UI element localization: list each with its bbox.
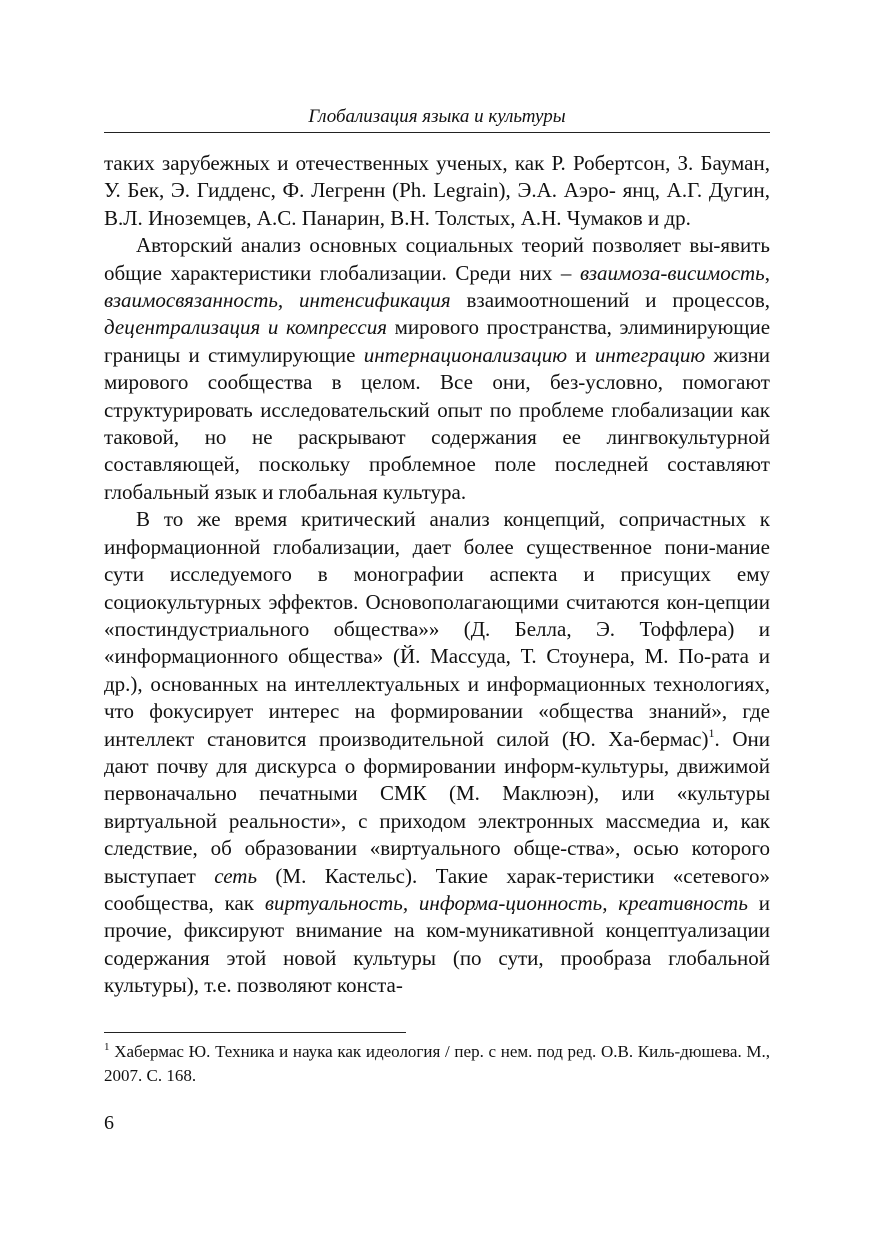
paragraph-globalization-characteristics (104, 232, 770, 506)
p2-emphasis-2: взаимосвязанность, интенсификация (104, 288, 451, 313)
p3-emphasis-2: виртуальность, информа-ционность, креативность (264, 890, 748, 915)
main-text (104, 150, 770, 1000)
footnote-marker: 1 (104, 1041, 110, 1053)
paragraph-continuation (104, 150, 770, 232)
p3-emphasis-1: сеть (214, 863, 258, 888)
p2-text-5: и (567, 342, 595, 367)
p2-text-6: жизни мирового сообщества в целом. Все они, без-условно, помогают структурировать исследовательский опыт по проблеме глобализации как таковой, но не раскрывают содержания ее лингвокультурной составляющей, поскольку проблемное поле последней составляют глобальный язык и глобальная культура. (104, 342, 770, 504)
p1-line1: таких зарубежных и отечественных ученых, как Р. Робертсон, (104, 151, 671, 175)
p1-line2: З. Бауман, У. Бек, Э. Гидденс, Ф. Легренн (Ph. Legrain), Э.А. Аэро- (104, 151, 770, 203)
page-number: 6 (104, 1112, 114, 1134)
p3-text-4: и прочие, фиксируют внимание на ком-муникативной концептуализации содержания этой новой культуры (по сути, прообраза глобальной культуры), т.е. позволяют конста- (104, 890, 770, 998)
footnote-text: Хабермас Ю. Техника и наука как идеология / пер. с нем. под ред. О.В. Киль-дюшева. М., 2007. С. 168. (104, 1042, 770, 1085)
p2-text-4: мирового пространства, элиминирующие границы и стимулирующие (104, 315, 771, 367)
p2-text-2: , (764, 260, 770, 285)
header-rule (104, 132, 770, 133)
p2-emphasis-5: интеграцию (594, 342, 706, 367)
footnote-reference[interactable]: 1 (708, 725, 715, 740)
p2-text-1: Авторский анализ основных социальных теорий позволяет вы-явить общие характеристики глобализации. Среди них – (104, 233, 770, 285)
paragraph-information-globalization (104, 506, 770, 999)
p2-text-3: взаимоотношений и процессов, (450, 288, 770, 313)
p3-text-2: . Они дают почву для дискурса о формировании информ-культуры, движимой первоначально печатными СМК (М. Маклюэн), или «культуры виртуальной реальности», с приходом электронных массмедиа и, как следствие, об образовании «виртуального обще-ства», осью которого выступает (104, 726, 770, 888)
p2-emphasis-3: децентрализация и компрессия (104, 315, 388, 340)
running-title: Глобализация языка и культуры (308, 106, 566, 127)
p3-text-3: (М. Кастельс). Такие харак-теристики «сетевого» сообщества, как (104, 863, 770, 915)
p1-line3: янц, А.Г. Дугин, В.Л. Иноземцев, А.С. Панарин, В.Н. Толстых, (104, 178, 770, 230)
footnote-rule (104, 1032, 406, 1033)
p2-emphasis-1: взаимоза-висимость (580, 260, 765, 285)
footnote (104, 1040, 770, 1088)
p3-text-1: В то же время критический анализ концепций, сопричастных к информационной глобализации, дает более существенное пони-мание сути исследуемого в монографии аспекта и присущих ему социокультурных эффектов. Основополагающими считаются кон-цепции «постиндустриального общества»» (Д. Белла, Э. Тоффлера) и «информационного общества» (Й. Массуда, Т. Стоунера, М. По-рата и др.), основанных на интеллектуальных и информационных технологиях, что фокусирует интерес на формировании «общества знаний», где интеллект становится производительной силой (Ю. Ха-бермас) (104, 507, 770, 751)
p1-line4: А.Н. Чумаков и др. (520, 205, 691, 230)
p2-emphasis-4: интернационализацию (363, 342, 568, 367)
